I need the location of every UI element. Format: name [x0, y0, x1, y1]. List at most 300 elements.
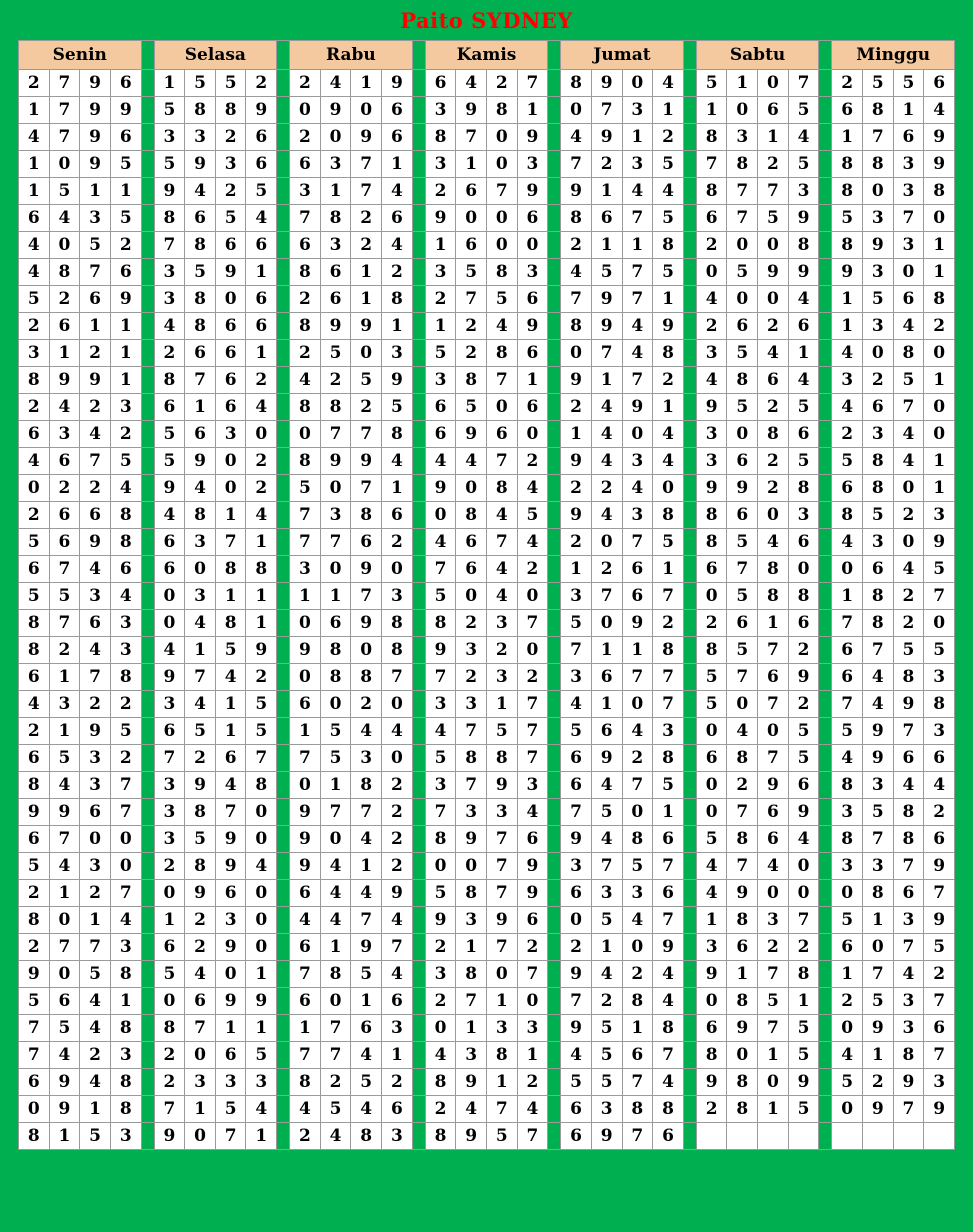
result-digit: 9 [80, 124, 111, 151]
result-digit: 6 [561, 772, 592, 799]
result-digit: 7 [517, 610, 548, 637]
result-digit: 9 [80, 70, 111, 97]
result-digit: 2 [80, 394, 111, 421]
column-gap [548, 934, 561, 961]
result-digit: 4 [382, 232, 413, 259]
result-digit: 1 [758, 610, 789, 637]
result-digit: 7 [215, 529, 246, 556]
result-digit: 7 [696, 151, 727, 178]
column-gap [141, 691, 154, 718]
result-digit: 2 [832, 988, 863, 1015]
result-digit: 6 [758, 97, 789, 124]
result-digit: 8 [185, 313, 216, 340]
result-digit: 8 [863, 151, 894, 178]
result-digit: 7 [653, 583, 684, 610]
result-digit: 9 [351, 124, 382, 151]
result-digit: 1 [924, 367, 955, 394]
result-digit: 6 [320, 286, 351, 313]
result-digit: 1 [758, 124, 789, 151]
result-digit: 7 [863, 124, 894, 151]
column-header-selasa: Selasa [154, 41, 277, 70]
result-digit: 2 [561, 475, 592, 502]
result-digit: 8 [758, 583, 789, 610]
result-digit: 1 [486, 1069, 517, 1096]
result-digit: 9 [591, 70, 622, 97]
result-digit: 4 [486, 583, 517, 610]
result-digit: 3 [80, 205, 111, 232]
result-digit: 7 [382, 664, 413, 691]
result-digit: 8 [425, 610, 456, 637]
result-digit: 3 [924, 718, 955, 745]
column-gap [819, 502, 832, 529]
result-digit: 1 [19, 178, 50, 205]
result-digit: 6 [758, 826, 789, 853]
result-digit: 6 [154, 556, 185, 583]
result-digit: 9 [924, 529, 955, 556]
result-digit: 0 [486, 124, 517, 151]
result-digit: 4 [425, 529, 456, 556]
result-digit: 2 [696, 1096, 727, 1123]
result-digit: 2 [110, 691, 141, 718]
result-digit: 2 [863, 367, 894, 394]
result-digit: 6 [290, 151, 321, 178]
result-digit: 3 [320, 151, 351, 178]
result-digit: 3 [456, 1042, 487, 1069]
result-digit: 9 [246, 97, 277, 124]
column-gap [683, 853, 696, 880]
column-gap [141, 475, 154, 502]
result-digit: 7 [351, 178, 382, 205]
result-digit: 4 [19, 691, 50, 718]
result-digit: 0 [80, 826, 111, 853]
result-digit: 5 [351, 1069, 382, 1096]
result-digit: 6 [924, 745, 955, 772]
result-digit: 8 [622, 826, 653, 853]
result-digit: 4 [653, 178, 684, 205]
result-digit: 6 [110, 70, 141, 97]
result-digit: 6 [290, 880, 321, 907]
result-digit: 7 [517, 961, 548, 988]
result-digit: 8 [561, 205, 592, 232]
result-digit: 6 [49, 988, 80, 1015]
result-digit: 5 [185, 718, 216, 745]
result-digit: 2 [425, 988, 456, 1015]
result-digit: 1 [290, 1015, 321, 1042]
result-digit: 0 [320, 556, 351, 583]
result-digit: 1 [80, 1096, 111, 1123]
result-digit: 7 [622, 664, 653, 691]
result-digit: 8 [758, 421, 789, 448]
result-digit: 8 [49, 259, 80, 286]
result-digit: 2 [696, 610, 727, 637]
result-digit: 7 [591, 97, 622, 124]
result-digit: 2 [561, 394, 592, 421]
result-digit: 7 [832, 691, 863, 718]
result-digit: 4 [80, 421, 111, 448]
result-digit: 4 [758, 529, 789, 556]
result-digit: 4 [80, 637, 111, 664]
result-digit: 3 [517, 772, 548, 799]
result-digit: 7 [863, 826, 894, 853]
result-digit: 5 [591, 907, 622, 934]
result-digit: 8 [425, 826, 456, 853]
result-digit: 7 [893, 718, 924, 745]
result-digit: 7 [49, 934, 80, 961]
column-gap [277, 610, 290, 637]
result-digit: 8 [832, 826, 863, 853]
result-digit: 9 [320, 313, 351, 340]
column-gap [277, 961, 290, 988]
result-digit: 5 [561, 718, 592, 745]
result-digit: 0 [622, 691, 653, 718]
column-gap [277, 853, 290, 880]
column-gap [277, 1042, 290, 1069]
result-digit: 3 [110, 394, 141, 421]
result-digit: 9 [382, 367, 413, 394]
result-digit: 1 [382, 475, 413, 502]
result-digit [893, 1123, 924, 1150]
result-digit: 0 [758, 232, 789, 259]
column-gap [277, 232, 290, 259]
column-gap [277, 745, 290, 772]
result-digit: 9 [832, 259, 863, 286]
result-digit: 2 [622, 961, 653, 988]
result-digit: 0 [924, 205, 955, 232]
result-digit: 5 [486, 286, 517, 313]
column-gap [412, 1042, 425, 1069]
result-digit: 7 [517, 718, 548, 745]
result-digit: 7 [622, 259, 653, 286]
result-digit: 8 [622, 988, 653, 1015]
result-digit: 6 [653, 880, 684, 907]
result-digit: 7 [486, 826, 517, 853]
result-digit: 8 [19, 907, 50, 934]
column-gap [819, 988, 832, 1015]
column-header-kamis: Kamis [425, 41, 548, 70]
column-gap [548, 41, 561, 70]
column-gap [412, 421, 425, 448]
result-digit: 3 [290, 178, 321, 205]
result-digit: 6 [893, 124, 924, 151]
result-digit: 7 [290, 529, 321, 556]
table-row [19, 637, 955, 664]
result-digit: 1 [246, 259, 277, 286]
result-digit: 9 [110, 286, 141, 313]
result-digit: 6 [215, 1042, 246, 1069]
result-digit: 4 [80, 556, 111, 583]
result-digit: 0 [246, 880, 277, 907]
column-gap [548, 637, 561, 664]
result-digit: 7 [727, 799, 758, 826]
result-digit: 9 [561, 826, 592, 853]
column-gap [141, 988, 154, 1015]
result-digit: 0 [351, 97, 382, 124]
column-gap [412, 610, 425, 637]
result-digit: 1 [110, 313, 141, 340]
result-digit: 5 [653, 529, 684, 556]
result-digit: 2 [290, 286, 321, 313]
result-digit: 4 [49, 853, 80, 880]
result-digit: 2 [486, 637, 517, 664]
result-digit: 5 [863, 502, 894, 529]
result-digit: 4 [425, 718, 456, 745]
result-digit: 9 [425, 907, 456, 934]
result-digit: 4 [49, 394, 80, 421]
result-digit: 7 [320, 421, 351, 448]
column-gap [548, 772, 561, 799]
result-digit: 4 [653, 421, 684, 448]
result-digit: 8 [832, 151, 863, 178]
result-digit: 4 [893, 448, 924, 475]
column-gap [141, 583, 154, 610]
result-digit: 7 [351, 475, 382, 502]
result-digit: 7 [456, 286, 487, 313]
column-gap [819, 41, 832, 70]
result-digit: 4 [622, 340, 653, 367]
column-gap [412, 799, 425, 826]
result-digit: 4 [19, 232, 50, 259]
result-digit: 8 [893, 1042, 924, 1069]
column-gap [819, 178, 832, 205]
result-digit: 9 [215, 259, 246, 286]
result-digit: 1 [561, 421, 592, 448]
result-digit: 4 [351, 1096, 382, 1123]
column-gap [683, 1069, 696, 1096]
result-digit: 9 [320, 97, 351, 124]
column-gap [683, 907, 696, 934]
result-digit [788, 1123, 819, 1150]
column-gap [277, 934, 290, 961]
result-digit: 5 [727, 529, 758, 556]
column-gap [683, 70, 696, 97]
result-digit: 6 [727, 448, 758, 475]
result-digit: 6 [80, 610, 111, 637]
result-digit: 5 [788, 1015, 819, 1042]
result-digit: 2 [80, 691, 111, 718]
column-gap [141, 502, 154, 529]
result-digit: 5 [832, 718, 863, 745]
result-digit: 9 [924, 124, 955, 151]
result-digit: 0 [49, 961, 80, 988]
result-digit: 4 [832, 1042, 863, 1069]
result-digit: 1 [185, 394, 216, 421]
column-gap [683, 556, 696, 583]
result-digit: 1 [832, 583, 863, 610]
result-digit: 1 [788, 340, 819, 367]
result-digit: 1 [320, 178, 351, 205]
result-digit: 3 [893, 1015, 924, 1042]
result-digit: 8 [110, 961, 141, 988]
result-digit: 0 [561, 340, 592, 367]
result-digit: 2 [246, 367, 277, 394]
column-gap [412, 151, 425, 178]
table-row [19, 1096, 955, 1123]
result-digit: 5 [320, 1096, 351, 1123]
table-row [19, 583, 955, 610]
result-digit: 8 [246, 772, 277, 799]
column-gap [141, 313, 154, 340]
result-digit: 7 [110, 772, 141, 799]
result-digit: 8 [425, 1069, 456, 1096]
result-digit: 5 [653, 259, 684, 286]
result-digit: 5 [185, 259, 216, 286]
result-digit: 2 [696, 313, 727, 340]
result-digit: 2 [49, 286, 80, 313]
column-gap [412, 1096, 425, 1123]
result-digit: 8 [185, 799, 216, 826]
result-digit: 1 [425, 313, 456, 340]
result-digit: 2 [517, 934, 548, 961]
result-digit: 2 [924, 961, 955, 988]
result-digit: 5 [591, 1015, 622, 1042]
column-gap [277, 907, 290, 934]
result-digit: 5 [320, 340, 351, 367]
result-digit: 1 [19, 151, 50, 178]
result-digit: 6 [80, 286, 111, 313]
result-digit: 9 [924, 151, 955, 178]
result-digit: 0 [290, 610, 321, 637]
result-digit: 6 [80, 502, 111, 529]
result-digit: 9 [456, 1069, 487, 1096]
column-gap [141, 178, 154, 205]
column-gap [277, 556, 290, 583]
result-digit: 3 [154, 124, 185, 151]
result-digit: 1 [246, 340, 277, 367]
result-digit: 0 [351, 340, 382, 367]
result-digit: 2 [185, 934, 216, 961]
result-digit: 6 [863, 556, 894, 583]
result-digit: 6 [832, 637, 863, 664]
result-digit: 5 [622, 853, 653, 880]
result-digit: 7 [893, 934, 924, 961]
column-gap [819, 772, 832, 799]
result-digit: 7 [561, 799, 592, 826]
result-digit: 4 [517, 1096, 548, 1123]
result-digit: 3 [382, 583, 413, 610]
result-digit: 8 [320, 205, 351, 232]
result-digit: 8 [110, 664, 141, 691]
result-digit: 0 [425, 502, 456, 529]
column-gap [548, 178, 561, 205]
column-gap [819, 610, 832, 637]
table-row [19, 421, 955, 448]
result-digit: 4 [382, 448, 413, 475]
result-digit: 5 [154, 448, 185, 475]
result-digit: 6 [696, 556, 727, 583]
result-digit: 3 [80, 583, 111, 610]
result-digit: 9 [591, 1123, 622, 1150]
column-gap [277, 367, 290, 394]
result-digit: 5 [832, 448, 863, 475]
table-row [19, 880, 955, 907]
column-gap [819, 340, 832, 367]
result-digit: 4 [351, 718, 382, 745]
result-digit: 4 [382, 178, 413, 205]
column-gap [277, 286, 290, 313]
result-digit: 2 [893, 583, 924, 610]
result-digit: 7 [622, 1069, 653, 1096]
result-digit: 8 [290, 448, 321, 475]
result-digit: 2 [290, 124, 321, 151]
result-digit: 5 [832, 205, 863, 232]
result-digit: 8 [863, 448, 894, 475]
result-digit: 3 [80, 772, 111, 799]
result-digit: 2 [758, 151, 789, 178]
column-gap [412, 529, 425, 556]
result-digit: 3 [486, 1015, 517, 1042]
result-digit: 5 [696, 826, 727, 853]
result-digit: 7 [486, 1096, 517, 1123]
column-gap [548, 556, 561, 583]
result-digit: 7 [49, 70, 80, 97]
result-digit: 3 [653, 718, 684, 745]
column-gap [819, 637, 832, 664]
result-digit: 6 [110, 556, 141, 583]
result-digit: 6 [154, 529, 185, 556]
result-digit: 5 [320, 718, 351, 745]
result-digit: 0 [110, 826, 141, 853]
result-digit: 4 [863, 691, 894, 718]
result-digit: 3 [456, 799, 487, 826]
result-digit: 3 [622, 97, 653, 124]
result-digit: 8 [382, 421, 413, 448]
result-digit: 2 [758, 475, 789, 502]
result-digit: 7 [893, 1096, 924, 1123]
result-digit: 9 [696, 961, 727, 988]
result-digit: 2 [19, 880, 50, 907]
result-digit: 7 [591, 853, 622, 880]
result-digit: 1 [591, 637, 622, 664]
result-digit: 6 [320, 259, 351, 286]
result-digit: 6 [382, 988, 413, 1015]
result-digit: 8 [351, 1123, 382, 1150]
result-digit: 2 [382, 529, 413, 556]
column-gap [548, 718, 561, 745]
result-digit: 8 [863, 880, 894, 907]
result-digit: 6 [215, 340, 246, 367]
result-digit: 9 [382, 880, 413, 907]
table-row [19, 97, 955, 124]
result-digit: 9 [290, 853, 321, 880]
column-gap [277, 1096, 290, 1123]
column-gap [548, 259, 561, 286]
result-digit: 6 [382, 124, 413, 151]
result-digit: 5 [893, 637, 924, 664]
column-gap [819, 70, 832, 97]
result-digit: 2 [49, 475, 80, 502]
result-digit: 3 [456, 691, 487, 718]
result-digit: 2 [215, 178, 246, 205]
result-digit: 7 [653, 691, 684, 718]
column-gap [548, 1069, 561, 1096]
result-digit: 8 [110, 1015, 141, 1042]
result-digit: 5 [696, 70, 727, 97]
column-gap [141, 799, 154, 826]
result-digit: 0 [19, 1096, 50, 1123]
result-digit: 2 [456, 313, 487, 340]
result-digit: 8 [863, 610, 894, 637]
result-digit: 9 [561, 367, 592, 394]
result-digit [863, 1123, 894, 1150]
result-digit: 6 [893, 286, 924, 313]
result-digit: 1 [320, 934, 351, 961]
result-digit: 8 [290, 1069, 321, 1096]
result-digit: 8 [863, 475, 894, 502]
result-digit: 9 [561, 1015, 592, 1042]
result-digit: 0 [727, 1042, 758, 1069]
column-gap [141, 745, 154, 772]
result-digit: 7 [351, 583, 382, 610]
